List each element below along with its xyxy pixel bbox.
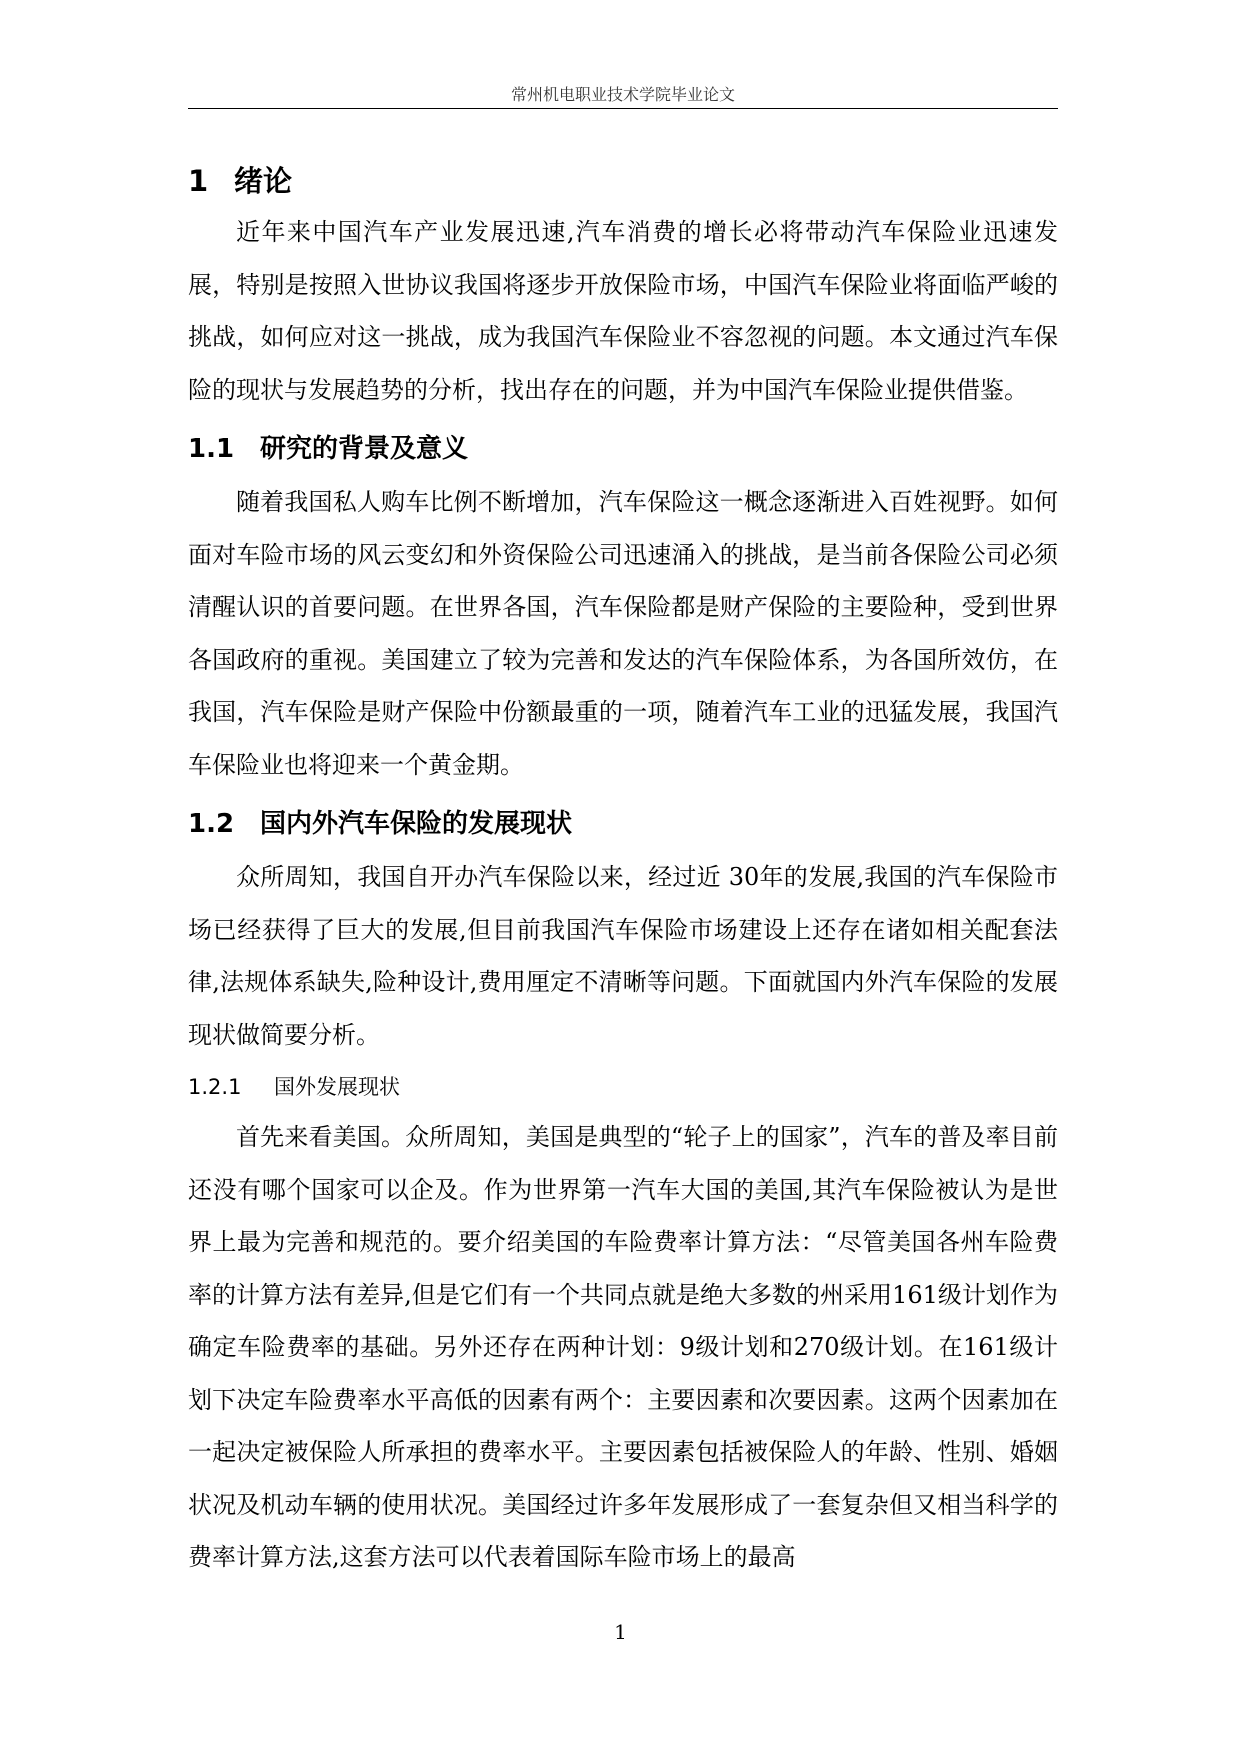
subsection-1-2-1-paragraph: 首先来看美国。众所周知，美国是典型的“轮子上的国家”，汽车的普及率目前还没有哪个国家可以企及。作为世界第一汽车大国的美国,其汽车保险被认为是世界上最为完善和规范的。要介绍美国的车险费率计算方法：“尽管美国各州车险费率的计算方法有差异,但是它们有一个共同点就是绝大多数的州采用161级计划作为确定车险费率的基础。另外还存在两种计划：9级计划和270级计划。在161级计划下决定车险费率水平高低的因素有两个：主要因素和次要因素。这两个因素加在一起决定被保险人所承担的费率水平。主要因素包括被保险人的年龄、性别、婚姻状况及机动车辆的使用状况。美国经过许多年发展形成了一套复杂但又相当科学的费率计算方法,这套方法可以代表着国际车险市场上的最高 [188,1123,1058,1571]
page-number: 1 [614,1620,627,1644]
chapter-title: 绪论 [234,164,293,198]
section-heading-1-2 [188,801,1058,847]
chapter-heading [188,158,1058,204]
section-number: 1.1 [188,434,235,464]
subsection-heading-1-2-1 [188,1067,1058,1107]
chapter-number: 1 [188,164,209,198]
subsection-title: 国外发展现状 [274,1075,400,1099]
chapter-intro-paragraph: 近年来中国汽车产业发展迅速,汽车消费的增长必将带动汽车保险业迅速发展，特别是按照入世协议我国将逐步开放保险市场，中国汽车保险业将面临严峻的挑战，如何应对这一挑战，成为我国汽车保险业不容忽视的问题。本文通过汽车保险的现状与发展趋势的分析，找出存在的问题，并为中国汽车保险业提供借鉴。 [188,218,1058,404]
section-1-2-paragraph: 众所周知，我国自开办汽车保险以来，经过近 30年的发展,我国的汽车保险市场已经获得了巨大的发展,但目前我国汽车保险市场建设上还存在诸如相关配套法律,法规体系缺失,险种设计,费用厘定不清晰等问题。下面就国内外汽车保险的发展现状做简要分析。 [188,863,1058,1049]
header-divider [188,108,1058,109]
section-1-1-paragraph: 随着我国私人购车比例不断增加，汽车保险这一概念逐渐进入百姓视野。如何面对车险市场的风云变幻和外资保险公司迅速涌入的挑战，是当前各保险公司必须清醒认识的首要问题。在世界各国，汽车保险都是财产保险的主要险种，受到世界各国政府的重视。美国建立了较为完善和发达的汽车保险体系，为各国所效仿，在我国，汽车保险是财产保险中份额最重的一项，随着汽车工业的迅猛发展，我国汽车保险业也将迎来一个黄金期。 [188,488,1058,779]
section-heading-1-1 [188,426,1058,472]
page-content [188,158,1058,1584]
page-header: 常州机电职业技术学院毕业论文 [510,85,735,104]
section-number: 1.2 [188,809,235,839]
section-title: 国内外汽车保险的发展现状 [260,809,573,839]
subsection-number: 1.2.1 [188,1075,242,1099]
section-title: 研究的背景及意义 [260,434,469,464]
